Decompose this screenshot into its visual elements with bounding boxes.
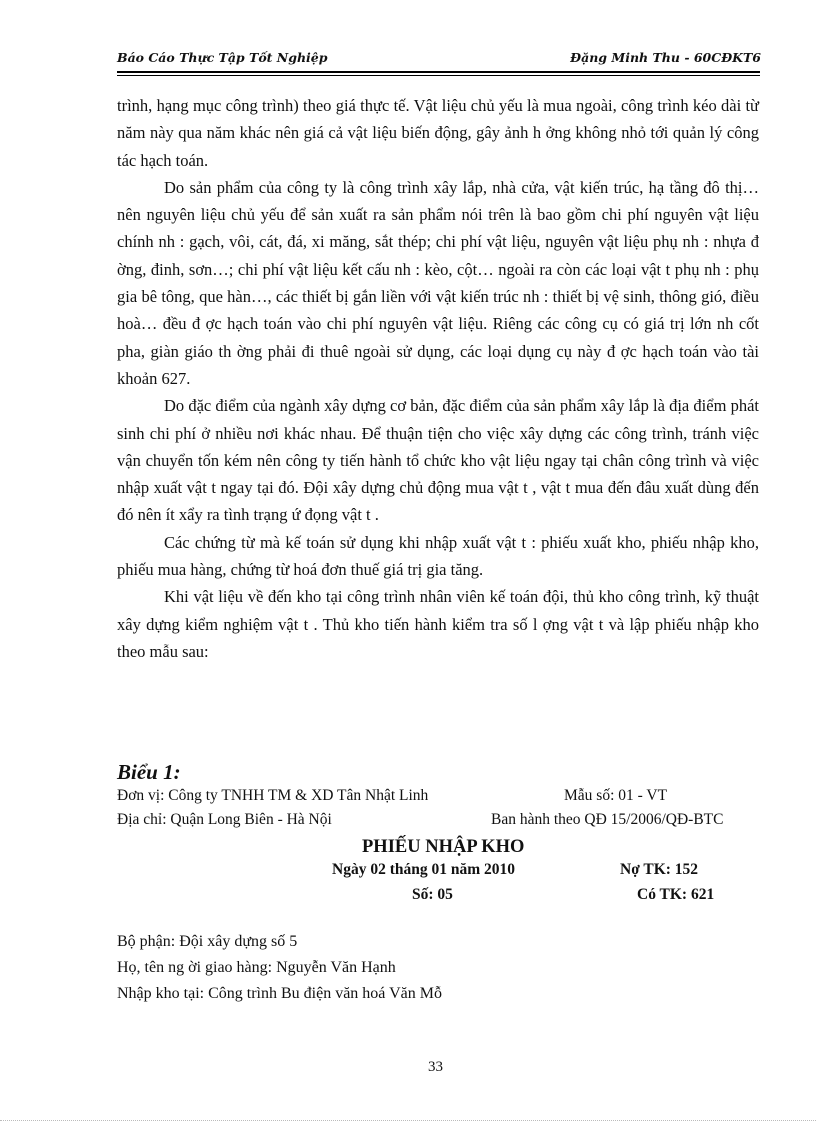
form-row-address (117, 811, 759, 833)
paragraph: Do sản phẩm của công ty là công trình xây lắp, nhà cửa, vật kiến trúc, hạ tầng đô thị… nên nguyên liệu chủ yếu để sản xuất ra sản phẩm nói trên là bao gồm chi phí nguyên vật liệu chính nh : gạch, vôi, cát, đá, xi măng, sắt thép; chi phí vật liệu, nguyên vật liệu phụ nh : nhựa đ ờng, đinh, sơn…; chi phí vật liệu kết cấu nh : kèo, cột… ngoài ra còn các loại vật t phụ nh : phụ gia bê tông, que hàn…, các thiết bị gắn liền với vật kiến trúc nh : thiết bị vệ sinh, thông gió, điều hoà… đều đ ợc hạch toán vào chi phí nguyên vật liệu. Riêng các công cụ có giá trị lớn nh cốt pha, giàn giáo th ờng phải đi thuê ngoài sử dụng, các loại dụng cụ này đ ợc hạch toán vào tài khoản 627. (117, 177, 759, 388)
deliverer-name: Họ, tên ng ời giao hàng: Nguyễn Văn Hạnh (117, 959, 396, 976)
regulation-ref: Ban hành theo QĐ 15/2006/QĐ-BTC (491, 811, 724, 828)
header-rule (117, 71, 760, 73)
footer-divider (0, 1120, 816, 1122)
body-text (117, 92, 759, 665)
form-date: Ngày 02 tháng 01 năm 2010 (332, 861, 516, 878)
form-row-unit (117, 787, 759, 809)
department: Bộ phận: Đội xây dựng số 5 (117, 933, 298, 950)
company-address: Địa chỉ: Quận Long Biên - Hà Nội (117, 811, 332, 828)
credit-account: Có TK: 621 (637, 886, 715, 903)
receipt-number: Số: 05 (412, 886, 453, 903)
warehouse-location: Nhập kho tại: Công trình Bu điện văn hoá Văn Mỗ (117, 985, 442, 1002)
paragraph: Khi vật liệu về đến kho tại công trình nhân viên kế toán đội, thủ kho công trình, kỹ thuật xây dựng kiểm nghiệm vật t . Thủ kho tiến hành kiểm tra số l ợng vật t và lập phiếu nhập kho theo mẫu sau: (117, 587, 759, 661)
paragraph: Các chứng từ mà kế toán sử dụng khi nhập xuất vật t : phiếu xuất kho, phiếu nhập kho, phiếu mua hàng, chứng từ hoá đơn thuế giá trị gia tăng. (117, 532, 759, 580)
form-number: Mẫu số: 01 - VT (564, 787, 668, 804)
header-title: Báo Cáo Thực Tập Tốt Nghiệp (117, 50, 328, 65)
form-caption: Biểu 1: (117, 760, 181, 784)
form-row-date (117, 861, 759, 883)
header-author: Đặng Minh Thu - 60CĐKT6 (570, 50, 761, 65)
running-header (117, 48, 761, 68)
debit-account: Nợ TK: 152 (620, 861, 699, 878)
form-title: PHIẾU NHẬP KHO (362, 837, 525, 857)
header-rule-thin (117, 75, 760, 76)
page-number: 33 (428, 1059, 443, 1075)
paragraph: Do đặc điểm của ngành xây dựng cơ bản, đặc điểm của sản phẩm xây lắp là địa điểm phát sinh chi phí ở nhiều nơi khác nhau. Để thuận tiện cho việc xây dựng các công trình, tránh việc vận chuyển tốn kém nên công ty tiến hành tổ chức kho vật liệu ngay tại chân công trình và việc nhập xuất vật t ngay tại đó. Đội xây dựng chủ động mua vật t , vật t mua đến đâu xuất dùng đến đó nên ít xẩy ra tình trạng ứ đọng vật t . (117, 396, 759, 525)
company-name: Đơn vị: Công ty TNHH TM & XD Tân Nhật Linh (117, 787, 429, 804)
form-row-number (117, 886, 759, 908)
paragraph: trình, hạng mục công trình) theo giá thực tế. Vật liệu chủ yếu là mua ngoài, công trình kéo dài từ năm này qua năm khác nên giá cả vật liệu biến động, gây ảnh h ởng không nhỏ tới quản lý công tác hạch toán. (117, 96, 759, 170)
